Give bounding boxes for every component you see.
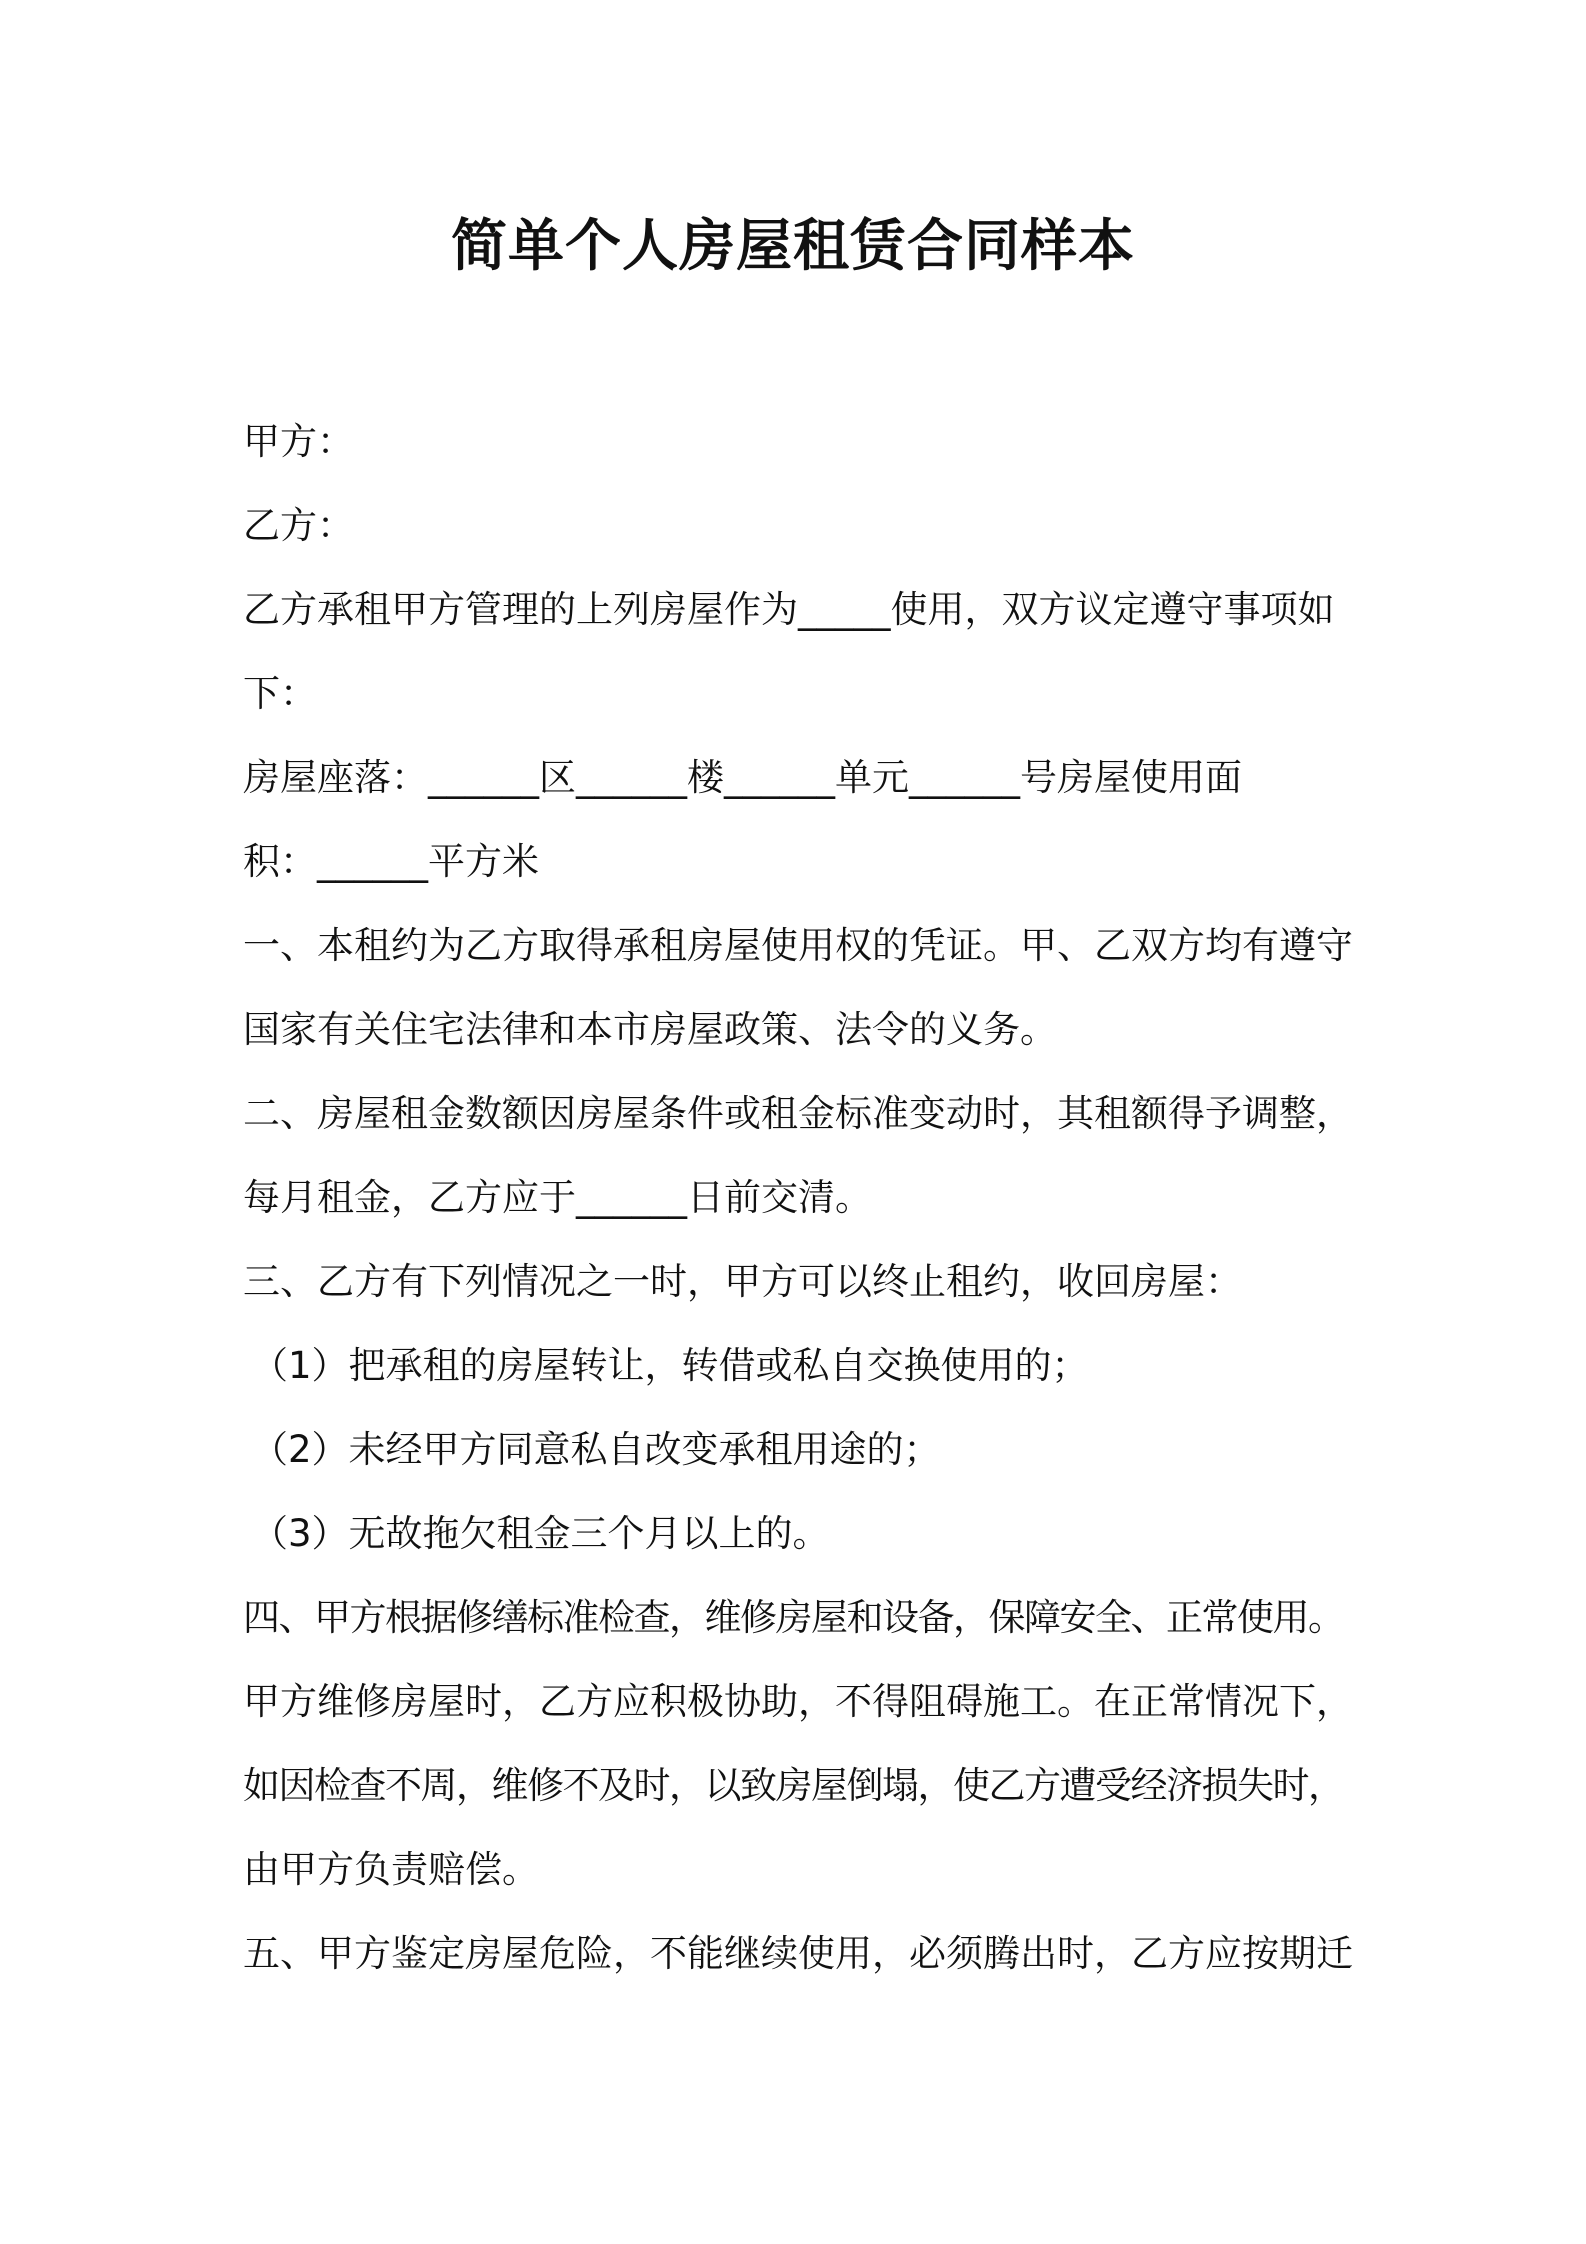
address-line-2: 积：______平方米 [243, 840, 539, 883]
party-a-line: 甲方： [243, 420, 354, 463]
clause-2-line-2: 每月租金，乙方应于______日前交清。 [243, 1176, 872, 1219]
intro-line-2: 下： [243, 672, 317, 715]
address-line-1: 房屋座落：______区______楼______单元______号房屋使用面 [243, 756, 1242, 799]
document-body [243, 400, 1358, 1996]
clause-4-line-1: 四、甲方根据修缮标准检查，维修房屋和设备，保障安全、正常使用。 [243, 1596, 1344, 1639]
party-b-line: 乙方： [243, 504, 354, 547]
clause-5-line-1: 五、甲方鉴定房屋危险，不能继续使用，必须腾出时，乙方应按期迁 [243, 1932, 1353, 1975]
clause-2-line-1: 二、房屋租金数额因房屋条件或租金标准变动时，其租额得予调整， [243, 1092, 1353, 1135]
intro-line-1: 乙方承租甲方管理的上列房屋作为_____使用，双方议定遵守事项如 [243, 588, 1335, 631]
clause-1-line-2: 国家有关住宅法律和本市房屋政策、法令的义务。 [243, 1008, 1057, 1051]
clause-4-line-4: 由甲方负责赔偿。 [243, 1848, 539, 1891]
clause-4-line-3: 如因检查不周，维修不及时，以致房屋倒塌，使乙方遭受经济损失时， [243, 1764, 1344, 1807]
clause-3-item-1: （1）把承租的房屋转让，转借或私自交换使用的； [251, 1344, 1089, 1387]
clause-3-item-3: （3）无故拖欠租金三个月以上的。 [251, 1512, 830, 1555]
clause-1-line-1: 一、本租约为乙方取得承租房屋使用权的凭证。甲、乙双方均有遵守 [243, 924, 1353, 967]
clause-3-line: 三、乙方有下列情况之一时，甲方可以终止租约，收回房屋： [243, 1260, 1242, 1303]
clause-4-line-2: 甲方维修房屋时，乙方应积极协助，不得阻碍施工。在正常情况下， [243, 1680, 1353, 1723]
clause-3-item-2: （2）未经甲方同意私自改变承租用途的； [251, 1428, 941, 1471]
document-title: 简单个人房屋租赁合同样本 [451, 214, 1135, 279]
